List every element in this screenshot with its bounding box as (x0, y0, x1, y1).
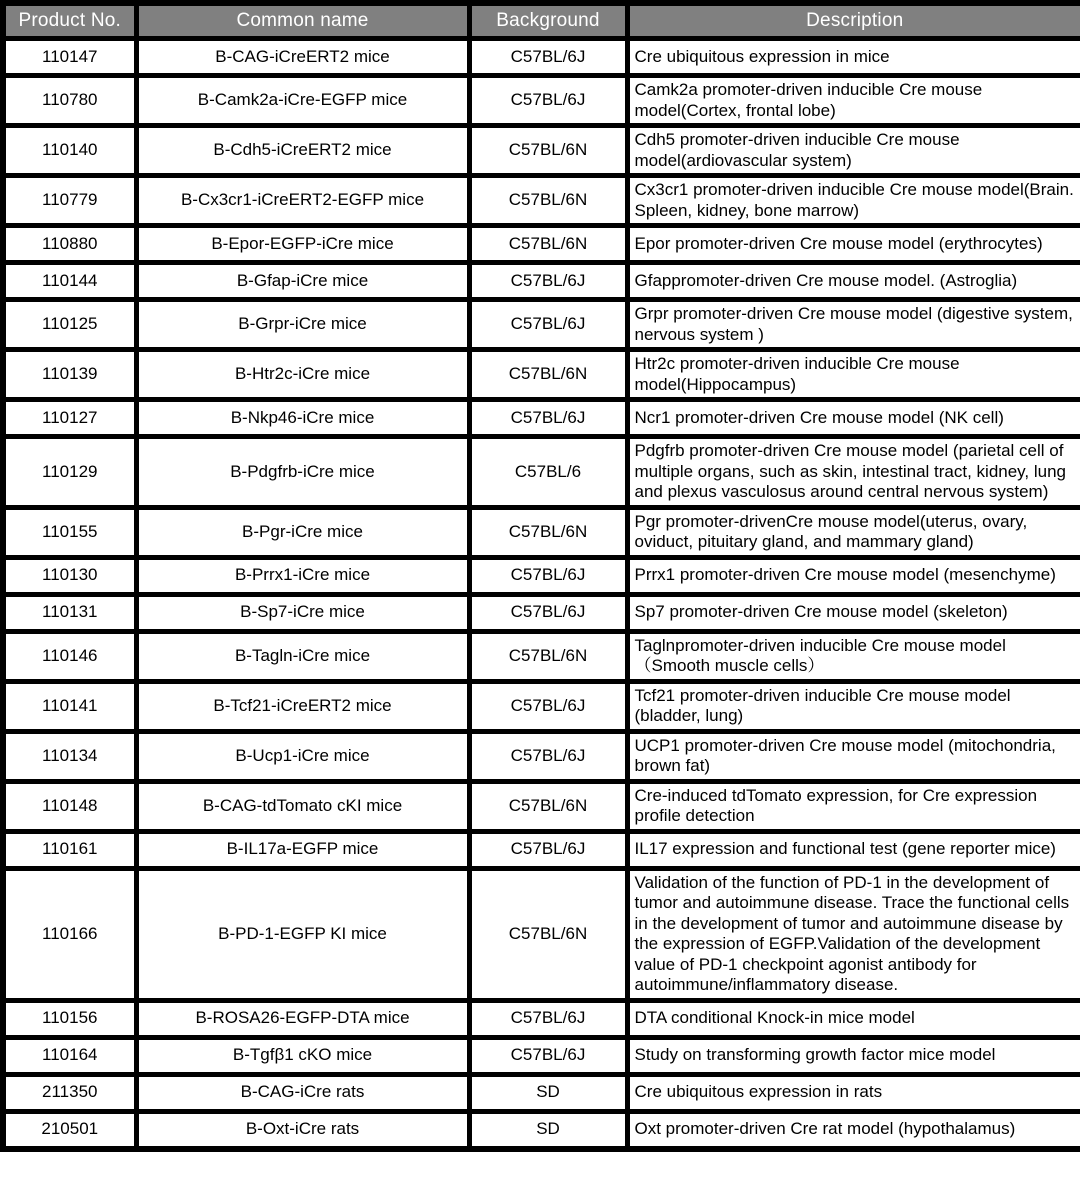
cell-product_no: 110144 (3, 263, 136, 300)
table-row (3, 437, 1080, 508)
cell-common_name: B-Cdh5-iCreERT2 mice (136, 126, 469, 176)
table-row (3, 507, 1080, 557)
cell-description: Study on transforming growth factor mice model (627, 1037, 1080, 1074)
cell-description: Cdh5 promoter-driven inducible Cre mouse model(ardiovascular system) (627, 126, 1080, 176)
table-row (3, 831, 1080, 868)
cell-product_no: 211350 (3, 1074, 136, 1111)
cell-product_no: 110134 (3, 731, 136, 781)
cell-description: Camk2a promoter-driven inducible Cre mouse model(Cortex, frontal lobe) (627, 76, 1080, 126)
table-row (3, 631, 1080, 681)
cell-product_no: 110780 (3, 76, 136, 126)
cell-product_no: 110129 (3, 437, 136, 508)
table-row (3, 126, 1080, 176)
cell-product_no: 110779 (3, 176, 136, 226)
cell-common_name: B-Htr2c-iCre mice (136, 350, 469, 400)
cell-background: C57BL/6N (469, 631, 627, 681)
cell-description: UCP1 promoter-driven Cre mouse model (mitochondria, brown fat) (627, 731, 1080, 781)
cell-common_name: B-Oxt-iCre rats (136, 1111, 469, 1149)
table-row (3, 39, 1080, 76)
cell-product_no: 110164 (3, 1037, 136, 1074)
table-row (3, 731, 1080, 781)
cell-description: Grpr promoter-driven Cre mouse model (digestive system, nervous system ) (627, 300, 1080, 350)
cell-background: C57BL/6J (469, 1000, 627, 1037)
cell-common_name: B-CAG-iCreERT2 mice (136, 39, 469, 76)
cell-background: C57BL/6J (469, 39, 627, 76)
cell-background: C57BL/6N (469, 781, 627, 831)
cell-background: C57BL/6N (469, 350, 627, 400)
table-row (3, 1074, 1080, 1111)
table-row (3, 300, 1080, 350)
cell-product_no: 110166 (3, 868, 136, 1000)
cell-background: C57BL/6J (469, 263, 627, 300)
cell-description: Gfappromoter-driven Cre mouse model. (Astroglia) (627, 263, 1080, 300)
cell-common_name: B-CAG-iCre rats (136, 1074, 469, 1111)
cell-description: Cx3cr1 promoter-driven inducible Cre mouse model(Brain. Spleen, kidney, bone marrow) (627, 176, 1080, 226)
table-header-row (3, 3, 1080, 39)
cell-background: C57BL/6J (469, 731, 627, 781)
table-row (3, 263, 1080, 300)
cell-description: DTA conditional Knock-in mice model (627, 1000, 1080, 1037)
table-row (3, 681, 1080, 731)
cell-common_name: B-Pdgfrb-iCre mice (136, 437, 469, 508)
cell-common_name: B-Tgfβ1 cKO mice (136, 1037, 469, 1074)
table-row (3, 176, 1080, 226)
cell-description: IL17 expression and functional test (gene reporter mice) (627, 831, 1080, 868)
cell-common_name: B-CAG-tdTomato cKI mice (136, 781, 469, 831)
table-row (3, 400, 1080, 437)
cell-background: C57BL/6 (469, 437, 627, 508)
cell-background: C57BL/6N (469, 126, 627, 176)
cell-description: Cre ubiquitous expression in rats (627, 1074, 1080, 1111)
cell-background: C57BL/6N (469, 226, 627, 263)
cell-description: Ncr1 promoter-driven Cre mouse model (NK cell) (627, 400, 1080, 437)
cell-background: C57BL/6J (469, 831, 627, 868)
cell-common_name: B-Prrx1-iCre mice (136, 557, 469, 594)
cell-product_no: 110141 (3, 681, 136, 731)
cell-product_no: 110146 (3, 631, 136, 681)
cell-description: Oxt promoter-driven Cre rat model (hypothalamus) (627, 1111, 1080, 1149)
cell-description: Tcf21 promoter-driven inducible Cre mouse model (bladder, lung) (627, 681, 1080, 731)
cell-common_name: B-Grpr-iCre mice (136, 300, 469, 350)
table-row (3, 557, 1080, 594)
cell-background: C57BL/6J (469, 557, 627, 594)
column-header-background: Background (469, 3, 627, 39)
cell-common_name: B-Camk2a-iCre-EGFP mice (136, 76, 469, 126)
table-row (3, 781, 1080, 831)
cell-product_no: 110125 (3, 300, 136, 350)
cell-product_no: 110147 (3, 39, 136, 76)
cell-description: Cre-induced tdTomato expression, for Cre expression profile detection (627, 781, 1080, 831)
cell-common_name: B-Pgr-iCre mice (136, 507, 469, 557)
table-row (3, 226, 1080, 263)
column-header-description: Description (627, 3, 1080, 39)
cell-description: Prrx1 promoter-driven Cre mouse model (mesenchyme) (627, 557, 1080, 594)
cell-common_name: B-Tagln-iCre mice (136, 631, 469, 681)
cell-common_name: B-Epor-EGFP-iCre mice (136, 226, 469, 263)
table-row (3, 594, 1080, 631)
cell-common_name: B-Sp7-iCre mice (136, 594, 469, 631)
cell-common_name: B-Ucp1-iCre mice (136, 731, 469, 781)
cell-common_name: B-PD-1-EGFP KI mice (136, 868, 469, 1000)
cell-product_no: 210501 (3, 1111, 136, 1149)
cell-background: C57BL/6J (469, 594, 627, 631)
cell-background: C57BL/6N (469, 868, 627, 1000)
cell-background: C57BL/6N (469, 176, 627, 226)
cell-background: C57BL/6N (469, 507, 627, 557)
cell-product_no: 110127 (3, 400, 136, 437)
cell-description: Cre ubiquitous expression in mice (627, 39, 1080, 76)
cell-description: Htr2c promoter-driven inducible Cre mouse model(Hippocampus) (627, 350, 1080, 400)
cell-product_no: 110131 (3, 594, 136, 631)
cell-product_no: 110161 (3, 831, 136, 868)
cell-product_no: 110140 (3, 126, 136, 176)
cell-product_no: 110130 (3, 557, 136, 594)
cell-background: SD (469, 1074, 627, 1111)
cell-common_name: B-Nkp46-iCre mice (136, 400, 469, 437)
cell-description: Pdgfrb promoter-driven Cre mouse model (parietal cell of multiple organs, such as skin, intestinal tract, kidney, lung and plexus vasculosus around central nervous system) (627, 437, 1080, 508)
cell-description: Epor promoter-driven Cre mouse model (erythrocytes) (627, 226, 1080, 263)
cell-product_no: 110880 (3, 226, 136, 263)
table-row (3, 350, 1080, 400)
column-header-common_name: Common name (136, 3, 469, 39)
table-row (3, 868, 1080, 1000)
cell-description: Validation of the function of PD-1 in the development of tumor and autoimmune disease. Trace the functional cells in the development of tumor and autoimmune disease by the expression of EGFP.Validation of the development value of PD-1 checkpoint agonist antibody for autoimmune/inflammatory disease. (627, 868, 1080, 1000)
cell-common_name: B-Tcf21-iCreERT2 mice (136, 681, 469, 731)
cell-background: C57BL/6J (469, 681, 627, 731)
cell-description: Pgr promoter-drivenCre mouse model(uterus, ovary, oviduct, pituitary gland, and mammary gland) (627, 507, 1080, 557)
cell-common_name: B-Cx3cr1-iCreERT2-EGFP mice (136, 176, 469, 226)
cell-common_name: B-Gfap-iCre mice (136, 263, 469, 300)
cell-background: SD (469, 1111, 627, 1149)
cell-background: C57BL/6J (469, 300, 627, 350)
cell-product_no: 110148 (3, 781, 136, 831)
cell-product_no: 110139 (3, 350, 136, 400)
column-header-product_no: Product No. (3, 3, 136, 39)
cell-product_no: 110156 (3, 1000, 136, 1037)
cell-background: C57BL/6J (469, 1037, 627, 1074)
table-row (3, 76, 1080, 126)
table-row (3, 1000, 1080, 1037)
cell-common_name: B-IL17a-EGFP mice (136, 831, 469, 868)
table-row (3, 1037, 1080, 1074)
cell-description: Sp7 promoter-driven Cre mouse model (skeleton) (627, 594, 1080, 631)
cell-background: C57BL/6J (469, 76, 627, 126)
cell-background: C57BL/6J (469, 400, 627, 437)
cell-product_no: 110155 (3, 507, 136, 557)
table-row (3, 1111, 1080, 1149)
cell-description: Taglnpromoter-driven inducible Cre mouse model （Smooth muscle cells） (627, 631, 1080, 681)
cell-common_name: B-ROSA26-EGFP-DTA mice (136, 1000, 469, 1037)
